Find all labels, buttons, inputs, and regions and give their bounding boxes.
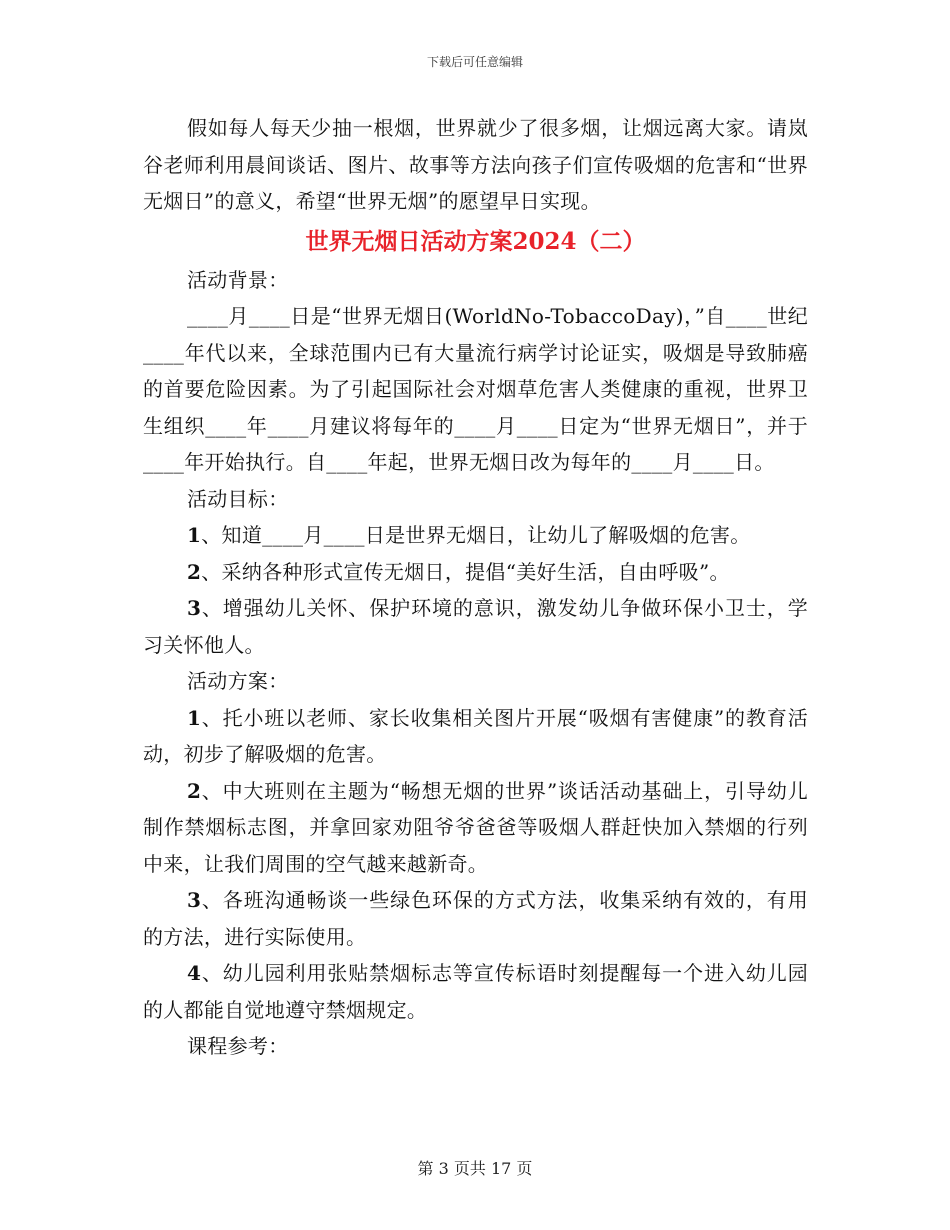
plan-text: 、幼儿园利用张贴禁烟标志等宣传标语时刻提醒每一个进入幼儿园的人都能自觉地遵守禁烟规定。 bbox=[143, 961, 808, 1022]
goal-text: 、增强幼儿关怀、保护环境的意识，激发幼儿争做环保小卫士，学习关怀他人。 bbox=[143, 596, 808, 657]
plan-number: 2 bbox=[187, 778, 202, 803]
goal-number: 1 bbox=[187, 523, 202, 547]
section-title: 世界无烟日活动方案2024（二） bbox=[305, 227, 646, 255]
plan-text: 、中大班则在主题为“畅想无烟的世界”谈话活动基础上，引导幼儿制作禁烟标志图，并拿回家劝阻爷爷爸爸等吸烟人群赶快加入禁烟的行列中来，让我们周围的空气越来越新奇。 bbox=[143, 778, 808, 876]
goal-text: 、采纳各种形式宣传无烟日，提倡“美好生活，自由呼吸”。 bbox=[201, 559, 730, 584]
goal-item-3 bbox=[143, 590, 808, 663]
plan-text: 、各班沟通畅谈一些绿色环保的方式方法，收集采纳有效的，有用的方法，进行实际使用。 bbox=[143, 888, 808, 949]
goal-number: 2 bbox=[187, 559, 202, 584]
intro-paragraph: 假如每人每天少抽一根烟，世界就少了很多烟，让烟远离大家。请岚谷老师利用晨间谈话、图片、故事等方法向孩子们宣传吸烟的危害和“世界无烟日”的意义，希望“世界无烟”的愿望早日实现。 bbox=[143, 116, 808, 213]
goal-text: 、知道____月____日是世界无烟日，让幼儿了解吸烟的危害。 bbox=[201, 523, 751, 547]
page-header: 下载后可任意编辑 bbox=[426, 55, 523, 69]
plan-number: 4 bbox=[187, 961, 202, 985]
goal-number: 3 bbox=[187, 596, 202, 620]
goals-heading: 活动目标： bbox=[187, 486, 289, 511]
page-footer: 第 3 页共 17 页 bbox=[417, 1159, 533, 1178]
plan-item-3 bbox=[143, 882, 808, 955]
course-heading: 课程参考： bbox=[187, 1034, 289, 1058]
plan-number: 1 bbox=[187, 705, 202, 730]
plan-item-2 bbox=[143, 773, 808, 883]
plan-number: 3 bbox=[187, 888, 202, 912]
plan-heading: 活动方案： bbox=[187, 669, 289, 693]
document-body bbox=[143, 110, 808, 1065]
background-heading: 活动背景： bbox=[187, 267, 289, 292]
goal-item-1 bbox=[143, 517, 808, 554]
background-paragraph: ____月____日是“世界无烟日(WorldNo-TobaccoDay)，”自____世纪____年代以来，全球范围内已有大量流行病学讨论证实，吸烟是导致肺癌的首要危险因素。为了引起国际社会对烟草危害人类健康的重视，世界卫生组织____年____月建议将每年的____月____日定为“世界无烟日”，并于____年开始执行。自____年起，世界无烟日改为每年的____月____日。 bbox=[143, 304, 808, 474]
plan-text: 、托小班以老师、家长收集相关图片开展“吸烟有害健康”的教育活动，初步了解吸烟的危害。 bbox=[143, 705, 808, 766]
plan-item-4 bbox=[143, 955, 808, 1028]
goal-item-2 bbox=[143, 554, 808, 591]
plan-item-1 bbox=[143, 700, 808, 773]
